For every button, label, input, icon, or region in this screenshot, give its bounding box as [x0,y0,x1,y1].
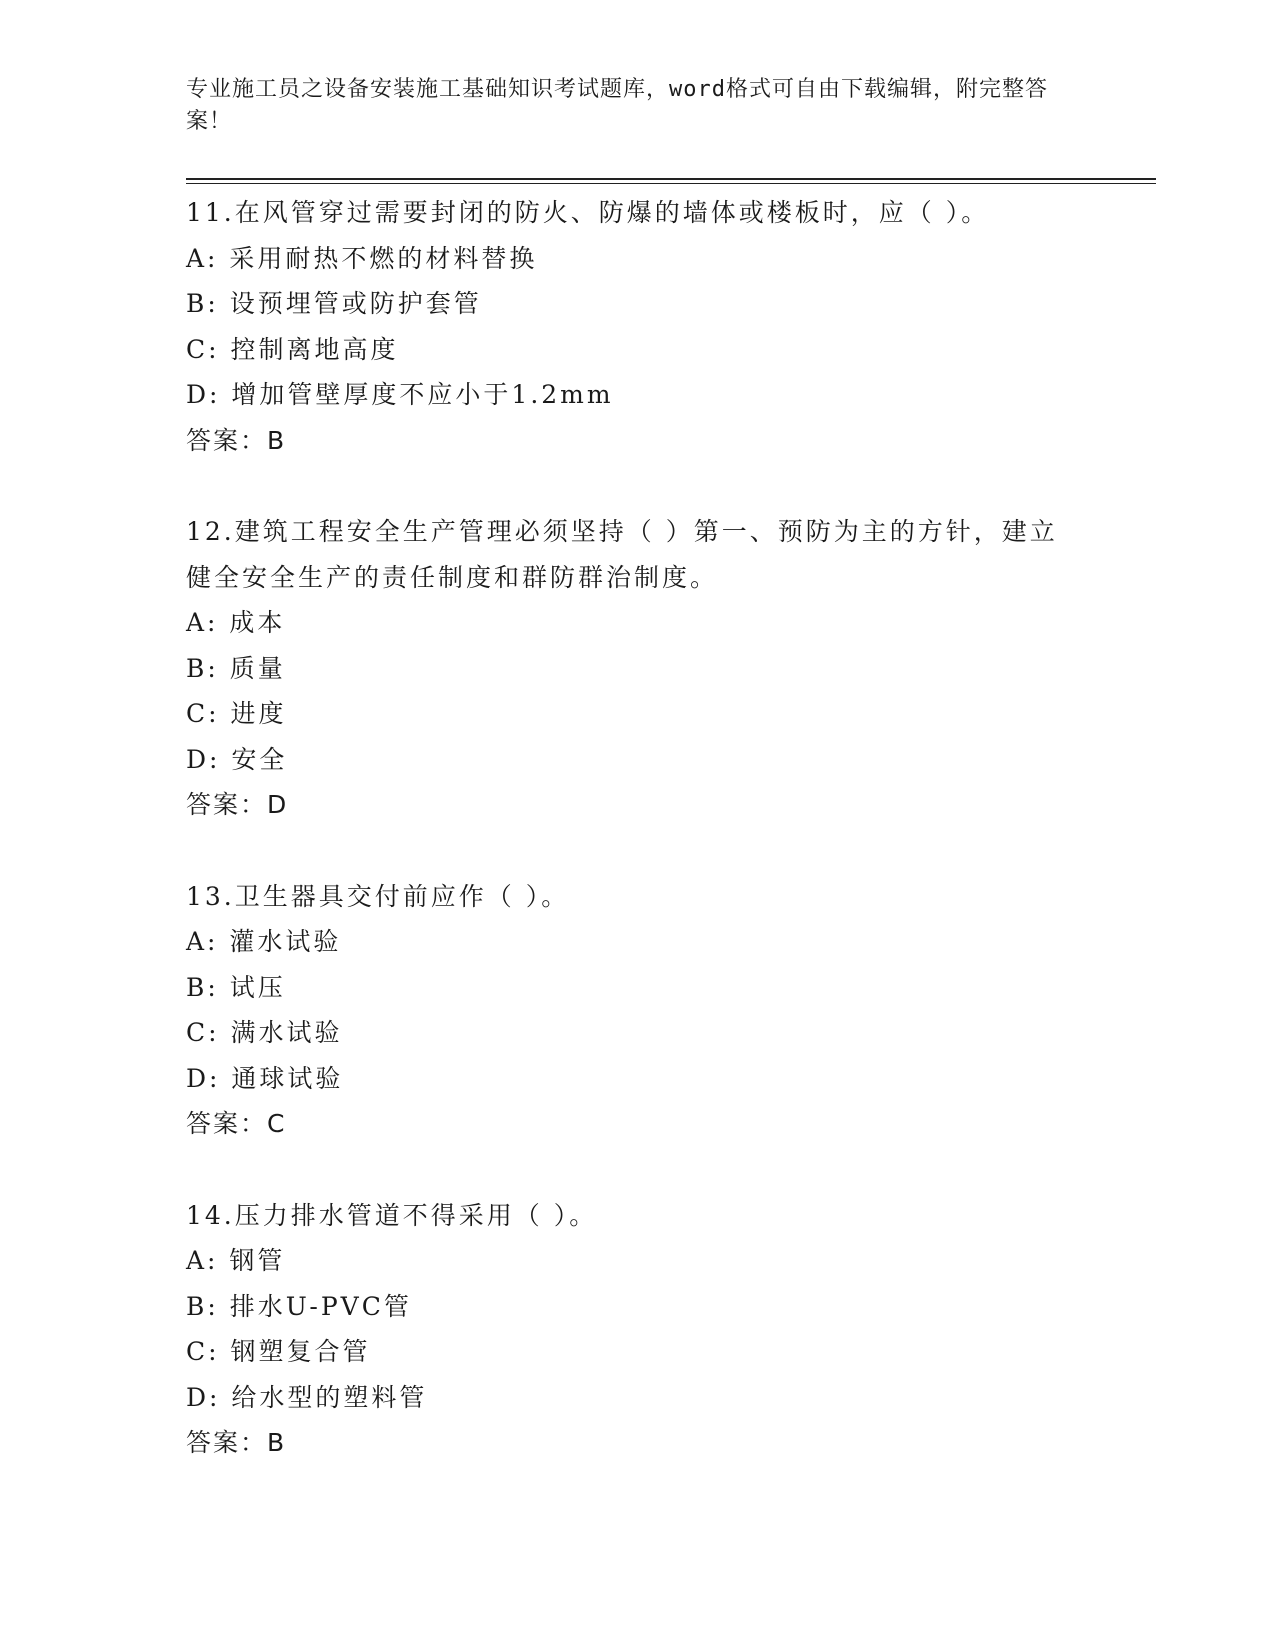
header-divider-thin [186,183,1156,184]
question-list [186,190,1066,1512]
question-11 [186,190,1066,463]
answer-label: 答案：B [186,425,287,455]
option-b: B: 设预埋管或防护套管 [186,289,482,318]
option-b: B: 质量 [186,653,286,683]
option-b: B: 试压 [186,972,286,1002]
question-stem: 11.在风管穿过需要封闭的防火、防爆的墙体或楼板时，应（ ）。 [186,198,990,227]
option-c: C: 钢塑复合管 [186,1337,371,1366]
option-d: D: 增加管壁厚度不应小于1.2mm [186,380,614,409]
option-d: D: 给水型的塑料管 [186,1382,428,1412]
question-stem: 12.建筑工程安全生产管理必须坚持（ ）第一、预防为主的方针，建立健全安全生产的责任制度和群防群治制度。 [186,517,1058,592]
option-b: B: 排水U-PVC管 [186,1291,412,1321]
document-header: 专业施工员之设备安装施工基础知识考试题库，word格式可自由下载编辑，附完整答案！ [186,77,1048,134]
option-d: D: 通球试验 [186,1063,344,1093]
question-14 [186,1193,1066,1466]
option-a: A: 采用耐热不燃的材料替换 [186,243,538,273]
option-a: A: 成本 [186,608,286,637]
answer-label: 答案：D [186,790,289,819]
option-d: D: 安全 [186,744,288,774]
option-a: A: 灌水试验 [186,927,342,956]
answer-label: 答案：C [186,1109,287,1138]
question-stem: 14.压力排水管道不得采用（ ）。 [186,1200,598,1230]
question-13 [186,874,1066,1147]
header-divider-thick [186,178,1156,180]
question-12 [186,509,1066,828]
option-c: C: 进度 [186,699,287,728]
answer-label: 答案：B [186,1428,287,1457]
option-c: C: 控制离地高度 [186,334,399,364]
question-stem: 13.卫生器具交付前应作（ ）。 [186,881,570,911]
option-c: C: 满水试验 [186,1018,343,1047]
option-a: A: 钢管 [186,1246,286,1275]
